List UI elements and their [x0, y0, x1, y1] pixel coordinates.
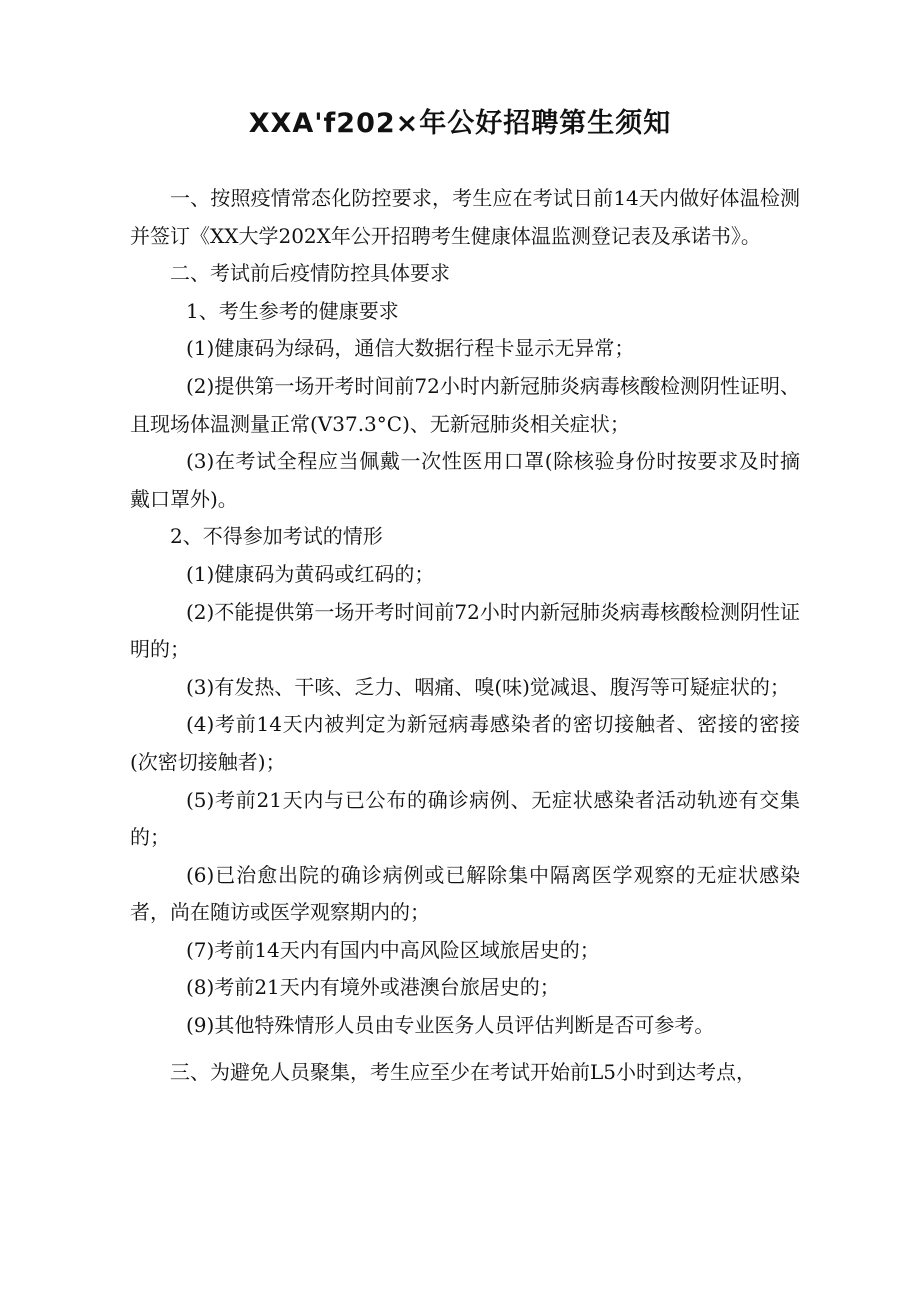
list-item: (2)不能提供第一场开考时间前72小时内新冠肺炎病毒核酸检测阴性证明的； — [130, 599, 800, 662]
document-body — [130, 180, 800, 1091]
list-item: (3)在考试全程应当佩戴一次性医用口罩(除核验身份时按要求及时摘戴口罩外)。 — [130, 449, 800, 511]
list-item: (1)健康码为黄码或红码的； — [186, 561, 435, 586]
section-heading-epidemic-requirements: 二、考试前后疫情防控具体要求 — [170, 261, 450, 286]
list-item: (9)其他特殊情形人员由专业医务人员评估判断是否可参考。 — [186, 1013, 715, 1038]
list-item: (5)考前21天内与已公布的确诊病例、无症状感染者活动轨迹有交集的； — [130, 787, 800, 850]
subsection-heading-exclusion-cases: 2、不得参加考试的情形 — [170, 524, 383, 549]
paragraph-arrival-time: 三、为避免人员聚集，考生应至少在考试开始前L5小时到达考点， — [170, 1059, 757, 1084]
document-title: XXA'f202×年公好招聘第生须知 — [248, 108, 672, 139]
paragraph-temperature-monitoring: 一、按照疫情常态化防控要求，考生应在考试日前14天内做好体温检测并签订《XX大学202X年公开招聘考生健康体温监测登记表及承诺书》。 — [130, 186, 800, 248]
list-item: (7)考前14天内有国内中高风险区域旅居史的； — [186, 937, 600, 962]
list-item: (8)考前21天内有境外或港澳台旅居史的； — [186, 975, 560, 1000]
list-item: (6)已治愈出院的确诊病例或已解除集中隔离医学观察的无症状感染者，尚在随访或医学观察期内的； — [130, 862, 800, 925]
subsection-heading-health-requirements: 1、考生参考的健康要求 — [186, 298, 399, 323]
list-item: (3)有发热、干咳、乏力、咽痛、嗅(味)觉减退、腹泻等可疑症状的； — [186, 674, 790, 699]
list-item: (4)考前14天内被判定为新冠病毒感染者的密切接触者、密接的密接(次密切接触者)； — [130, 712, 800, 774]
list-item: (2)提供第一场开考时间前72小时内新冠肺炎病毒核酸检测阴性证明、且现场体温测量正常(V37.3°C)、无新冠肺炎相关症状； — [130, 373, 800, 436]
list-item: (1)健康码为绿码，通信大数据行程卡显示无异常； — [186, 336, 635, 361]
